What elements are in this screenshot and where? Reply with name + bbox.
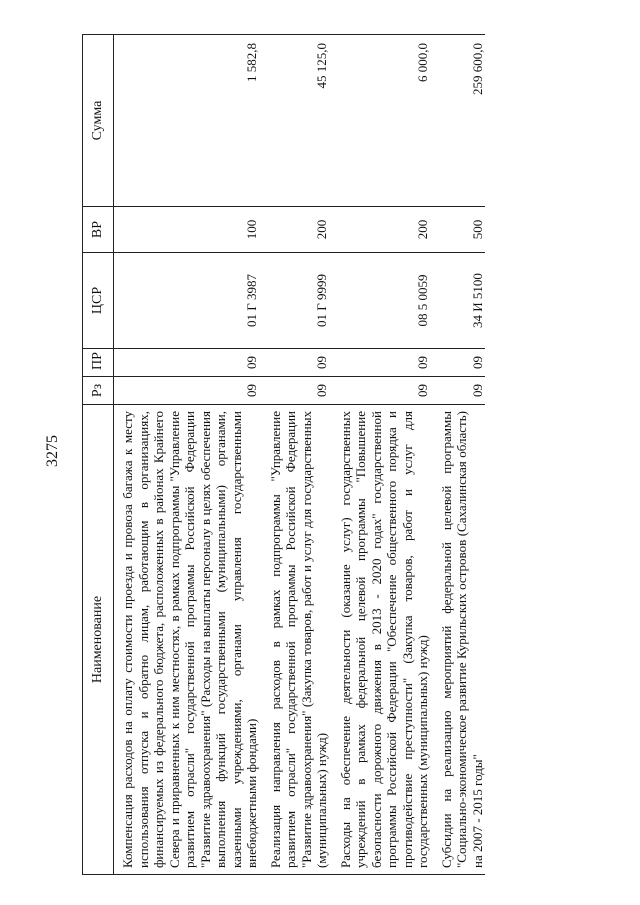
row-name: Реализация направления расходов в рамках подпрограммы "Управление развитием отрасли" государственной программы Российской Федерации "Развитие здравоохранения" (Закупка товаров, работ и услуг для государственных (муниципальных) нужд) (262, 405, 332, 875)
row-rz: 09 (114, 377, 262, 405)
header-pr: ПР (83, 349, 114, 377)
budget-table (82, 34, 485, 875)
row-name: Компенсация расходов на оплату стоимости проезда и провоза багажа к месту использования отпуска и обратно лицам, работающим в организациях, финансируемых из федерального бюджета, расположенных в районах Крайнего Севера и приравненных к ним местностях, в рамках подпрограммы "Управление развитием отрасли" государственной программы Российской Федерации "Развитие здравоохранения" (Расходы на выплаты персоналу в целях обеспечения выполнения функций государственными (муниципальными) органами, казенными учреждениями, органами управления государственными внебюджетными фондами) (114, 405, 262, 875)
row-rz: 09 (332, 377, 433, 405)
row-sum: 259 600,0 (433, 35, 486, 207)
row-pr: 09 (262, 349, 332, 377)
row-pr: 09 (332, 349, 433, 377)
row-csr: 01 Г 3987 (114, 253, 262, 349)
table-row (262, 35, 332, 875)
page-number: 3275 (44, 435, 61, 467)
header-rz: Рз (83, 377, 114, 405)
budget-table-rotated (82, 35, 602, 875)
row-pr: 09 (114, 349, 262, 377)
row-vr: 500 (433, 207, 486, 253)
row-vr: 200 (332, 207, 433, 253)
table-row (433, 35, 486, 875)
row-pr: 09 (433, 349, 486, 377)
row-rz: 09 (262, 377, 332, 405)
header-vr: ВР (83, 207, 114, 253)
table-row (332, 35, 433, 875)
row-rz: 09 (433, 377, 486, 405)
row-sum: 45 125,0 (262, 35, 332, 207)
row-name: Субсидии на реализацию мероприятий федеральной целевой программы "Социально-экономическое развитие Курильских островов (Сахалинская область) на 2007 - 2015 годы" (433, 405, 486, 875)
row-vr: 100 (114, 207, 262, 253)
row-csr: 01 Г 9999 (262, 253, 332, 349)
header-csr: ЦСР (83, 253, 114, 349)
row-name: Расходы на обеспечение деятельности (оказание услуг) государственных учреждений в рамках федеральной целевой программы "Повышение безопасности дорожного движения в 2013 - 2020 годах" государственной программы Российской Федерации "Обеспечение общественного порядка и противодействие преступности" (Закупка товаров, работ и услуг для государственных (муниципальных) нужд) (332, 405, 433, 875)
table-row (114, 35, 262, 875)
row-csr: 34 И 5100 (433, 253, 486, 349)
row-csr: 08 5 0059 (332, 253, 433, 349)
row-sum: 1 582,8 (114, 35, 262, 207)
row-vr: 200 (262, 207, 332, 253)
row-sum: 6 000,0 (332, 35, 433, 207)
header-sum: Сумма (83, 35, 114, 207)
table-header-row (83, 35, 114, 875)
header-name: Наименование (83, 405, 114, 875)
